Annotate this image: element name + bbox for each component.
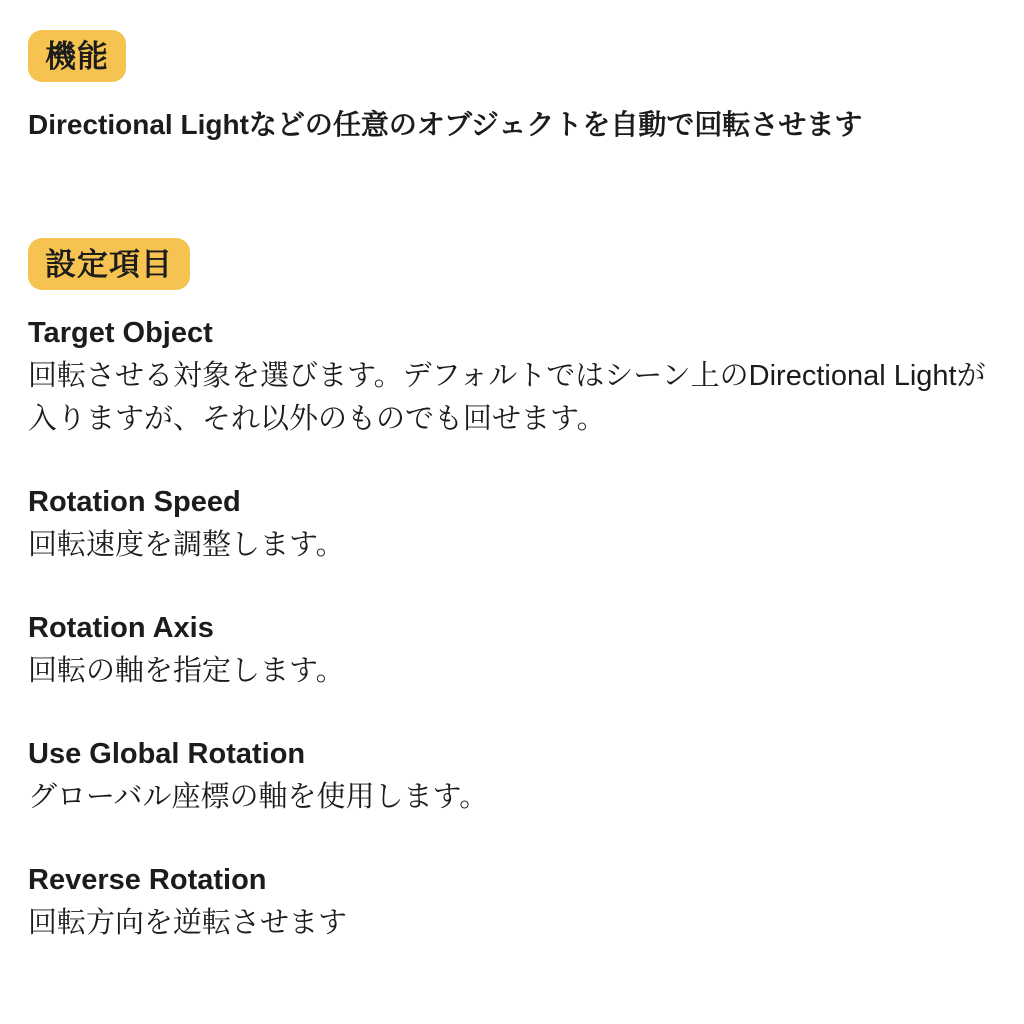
- setting-title: Reverse Rotation: [28, 864, 267, 896]
- setting-item-use-global-rotation: [28, 733, 996, 819]
- setting-title: Rotation Axis: [28, 612, 214, 644]
- setting-title: Target Object: [28, 317, 213, 349]
- settings-section-badge: 設定項目: [28, 238, 190, 290]
- function-section: [28, 30, 996, 146]
- function-description: Directional Lightなどの任意のオブジェクトを自動で回転させます: [28, 109, 863, 140]
- setting-description: グローバル座標の軸を使用します。: [28, 781, 489, 813]
- setting-description: 回転の軸を指定します。: [28, 655, 345, 687]
- setting-item-rotation-axis: [28, 607, 996, 693]
- settings-items: [28, 312, 996, 945]
- function-section-badge: 機能: [28, 30, 126, 82]
- settings-section: [28, 238, 996, 290]
- setting-title: Rotation Speed: [28, 486, 241, 518]
- setting-title: Use Global Rotation: [28, 738, 306, 770]
- setting-description: 回転方向を逆転させます: [28, 907, 348, 939]
- setting-description: 回転速度を調整します。: [28, 529, 345, 561]
- setting-item-target-object: [28, 312, 996, 441]
- setting-item-reverse-rotation: [28, 859, 996, 945]
- setting-item-rotation-speed: [28, 481, 996, 567]
- setting-description: 回転させる対象を選びます。デフォルトではシーン上のDirectional Lightが入りますが、それ以外のものでも回せます。: [28, 360, 986, 435]
